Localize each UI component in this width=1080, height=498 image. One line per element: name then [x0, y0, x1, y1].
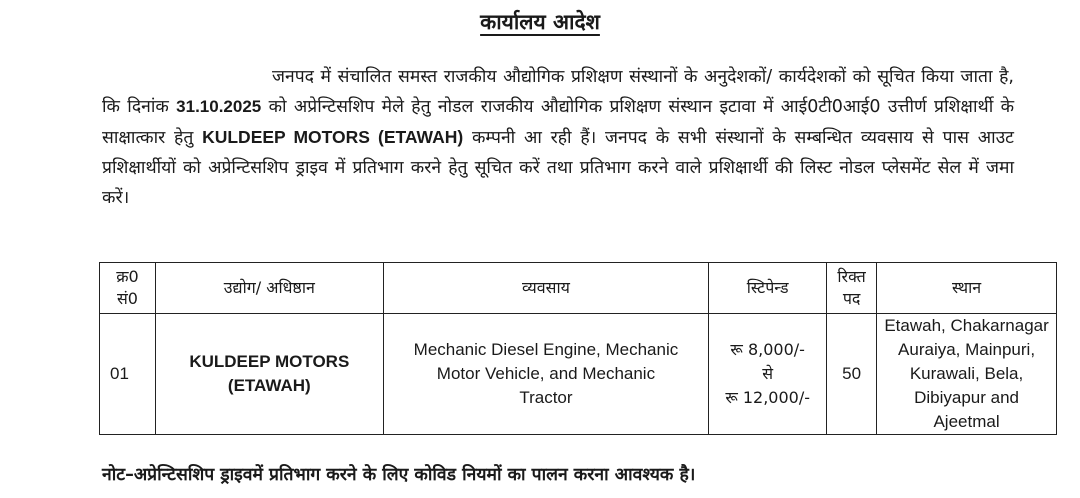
header-vacancy — [827, 263, 877, 314]
cell-stipend — [709, 314, 827, 435]
header-industry: उद्योग/ अधिष्ठान — [155, 263, 383, 314]
location-line5: Ajeetmal — [933, 412, 1000, 431]
covid-note: नोट–अप्रेन्टिसशिप ड्राइवमें प्रतिभाग करने के लिए कोविड नियमों का पालन करना आवश्यक है। — [102, 465, 696, 485]
header-serial-line1: क्र0 — [116, 267, 139, 286]
stipend-line1: रू 8,000/- — [730, 340, 805, 359]
cell-trade — [383, 314, 709, 435]
table-header-row — [100, 263, 1057, 314]
trade-line2: Motor Vehicle, and Mechanic — [436, 364, 656, 383]
stipend-line2: से — [762, 364, 774, 383]
table-row — [100, 314, 1057, 435]
cell-company — [155, 314, 383, 435]
order-paragraph — [102, 62, 1014, 213]
location-line2: Auraiya, Mainpuri, — [898, 340, 1036, 359]
stipend-line3: रू 12,000/- — [725, 388, 810, 407]
header-stipend: स्टिपेन्ड — [709, 263, 827, 314]
cell-location — [877, 314, 1057, 435]
header-serial-line2: सं0 — [116, 289, 138, 308]
paragraph-part3: कम्पनी आ रही हैं। जनपद के सभी संस्थानों के सम्बन्धित व्यवसाय से पास आउट प्रशिक्षार्थीयों को अप्रेन्टिसशिप ड्राइव में प्रतिभाग करने हेतु सूचित करें तथा प्रतिभाग करने वाले प्रशिक्षार्थी की लिस्ट नोडल प्लेसमेंट सेल में जमा करें। — [102, 128, 1014, 208]
document-title — [0, 8, 1080, 36]
document-title-text: कार्यालय आदेश — [480, 10, 600, 34]
drive-table — [99, 262, 1057, 435]
paragraph-part2: को अप्रेन्टिसशिप मेले हेतु नोडल राजकीय औद्योगिक प्रशिक्षण संस्थान इटावा में आई0टी0आई0 उत्तीर्ण प्रशिक्षार्थी के साक्षात्कार हेतु — [102, 97, 1015, 148]
paragraph-part1: जनपद में संचालित समस्त राजकीय औद्योगिक प्रशिक्षण संस्थानों के अनुदेशकों/ कार्यदेशकों को सूचित किया जाता है, कि दिनांक — [102, 67, 1014, 117]
location-line4: Dibiyapur and — [914, 388, 1019, 407]
trade-line1: Mechanic Diesel Engine, Mechanic — [413, 340, 679, 359]
header-location: स्थान — [877, 263, 1057, 314]
company-line2: (ETAWAH) — [227, 376, 311, 395]
location-line3: Kurawali, Bela, — [909, 364, 1024, 383]
header-vacancy-line1: रिक्त — [837, 267, 866, 286]
cell-serial: 01 — [100, 314, 156, 435]
company-name-inline: KULDEEP MOTORS (ETAWAH) — [202, 127, 464, 147]
company-line1: KULDEEP MOTORS — [189, 352, 350, 371]
cell-vacancy: 50 — [827, 314, 877, 435]
header-serial — [100, 263, 156, 314]
trade-line3: Tractor — [519, 388, 573, 407]
drive-date: 31.10.2025 — [176, 97, 262, 116]
header-vacancy-line2: पद — [842, 289, 861, 308]
header-trade: व्यवसाय — [383, 263, 709, 314]
location-line1: Etawah, Chakarnagar — [884, 316, 1049, 335]
